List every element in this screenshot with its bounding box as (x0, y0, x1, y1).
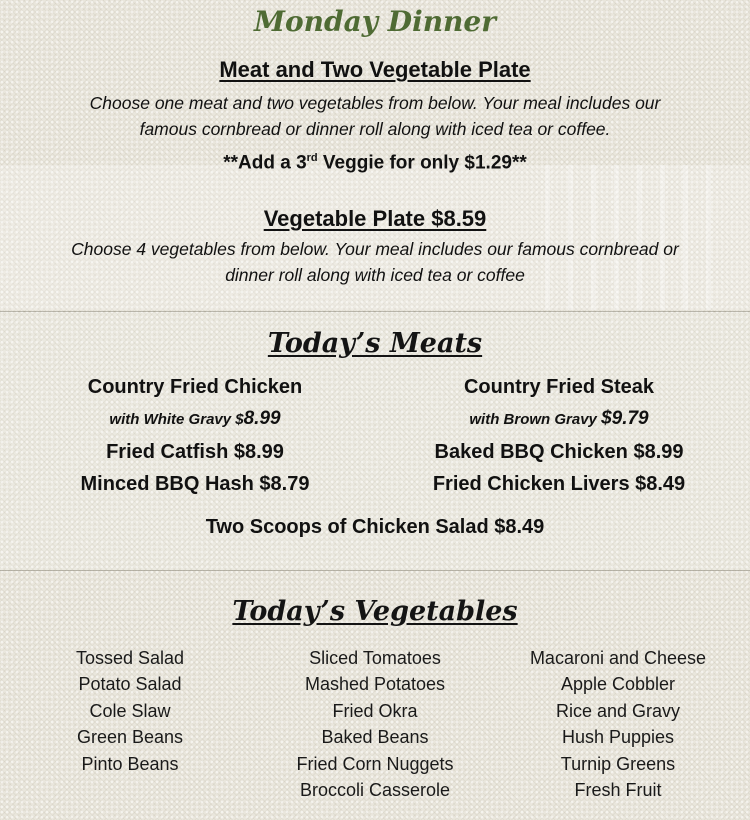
meat-item: Baked BBQ Chicken $8.99 (434, 441, 684, 463)
page-title: Monday Dinner (254, 5, 496, 38)
desc-line: famous cornbread or dinner roll along with iced tea or coffee. (139, 119, 611, 139)
section-divider (0, 570, 750, 571)
meat-sub-text: with Brown Gravy (469, 411, 602, 428)
desc-line: Choose one meat and two vegetables from below. Your meal includes our (89, 93, 661, 113)
vegetable-item: Pinto Beans (81, 753, 179, 774)
meat-sub-price: 8.99 (243, 408, 281, 429)
meat-two-veg-desc (0, 90, 750, 142)
vegetable-item: Fried Okra (332, 700, 418, 721)
vegetable-item: Potato Salad (78, 674, 182, 695)
meat-item-sub (389, 403, 729, 436)
vegetable-item: Apple Cobbler (560, 674, 676, 695)
meat-item-sub (25, 403, 365, 436)
meat-item: Fried Catfish $8.99 (106, 441, 284, 463)
meats-heading: Today’s Meats (267, 328, 483, 359)
meat-two-veg-heading: Meat and Two Vegetable Plate (219, 57, 531, 82)
meats-left-column (25, 371, 365, 500)
vegetables-column-1 (0, 645, 260, 777)
vegetable-item: Baked Beans (321, 727, 429, 748)
vegetable-item: Rice and Gravy (555, 700, 681, 721)
vegetable-item: Fresh Fruit (574, 780, 662, 801)
meat-sub-price: $9.79 (601, 408, 649, 429)
vegetable-plate-desc (0, 236, 750, 288)
meat-item: Minced BBQ Hash $8.79 (80, 473, 310, 495)
addon-prefix: **Add a 3 (223, 152, 307, 174)
meat-item: Country Fried Steak (463, 376, 655, 398)
vegetable-item: Macaroni and Cheese (529, 648, 707, 668)
vegetable-item: Green Beans (76, 727, 184, 748)
vegetable-plate-heading: Vegetable Plate $8.59 (263, 206, 487, 231)
meats-right-column (389, 371, 729, 500)
addon-note (0, 144, 750, 177)
meat-sub-text: with White Gravy $ (109, 411, 244, 428)
vegetable-item: Broccoli Casserole (299, 780, 451, 801)
desc-line: Choose 4 vegetables from below. Your meal includes our famous cornbread or (71, 239, 679, 259)
vegetables-column-3 (488, 645, 748, 803)
meat-item-chicken-salad: Two Scoops of Chicken Salad $8.49 (205, 516, 545, 538)
meat-item: Fried Chicken Livers $8.49 (432, 473, 686, 495)
vegetable-item: Hush Puppies (561, 727, 675, 748)
vegetable-item: Sliced Tomatoes (309, 648, 441, 668)
vegetable-item: Fried Corn Nuggets (296, 753, 454, 774)
addon-sup: rd (306, 152, 318, 164)
vegetable-item: Turnip Greens (560, 753, 676, 774)
addon-suffix: Veggie for only $1.29** (317, 152, 527, 174)
vegetable-item: Tossed Salad (75, 648, 185, 668)
vegetables-column-2 (245, 645, 505, 803)
vegetables-heading: Today’s Vegetables (232, 596, 518, 627)
vegetable-item: Mashed Potatoes (304, 674, 446, 695)
meat-item: Country Fried Chicken (87, 376, 303, 398)
desc-line: dinner roll along with iced tea or coffee (225, 265, 525, 285)
vegetable-item: Cole Slaw (89, 700, 171, 721)
